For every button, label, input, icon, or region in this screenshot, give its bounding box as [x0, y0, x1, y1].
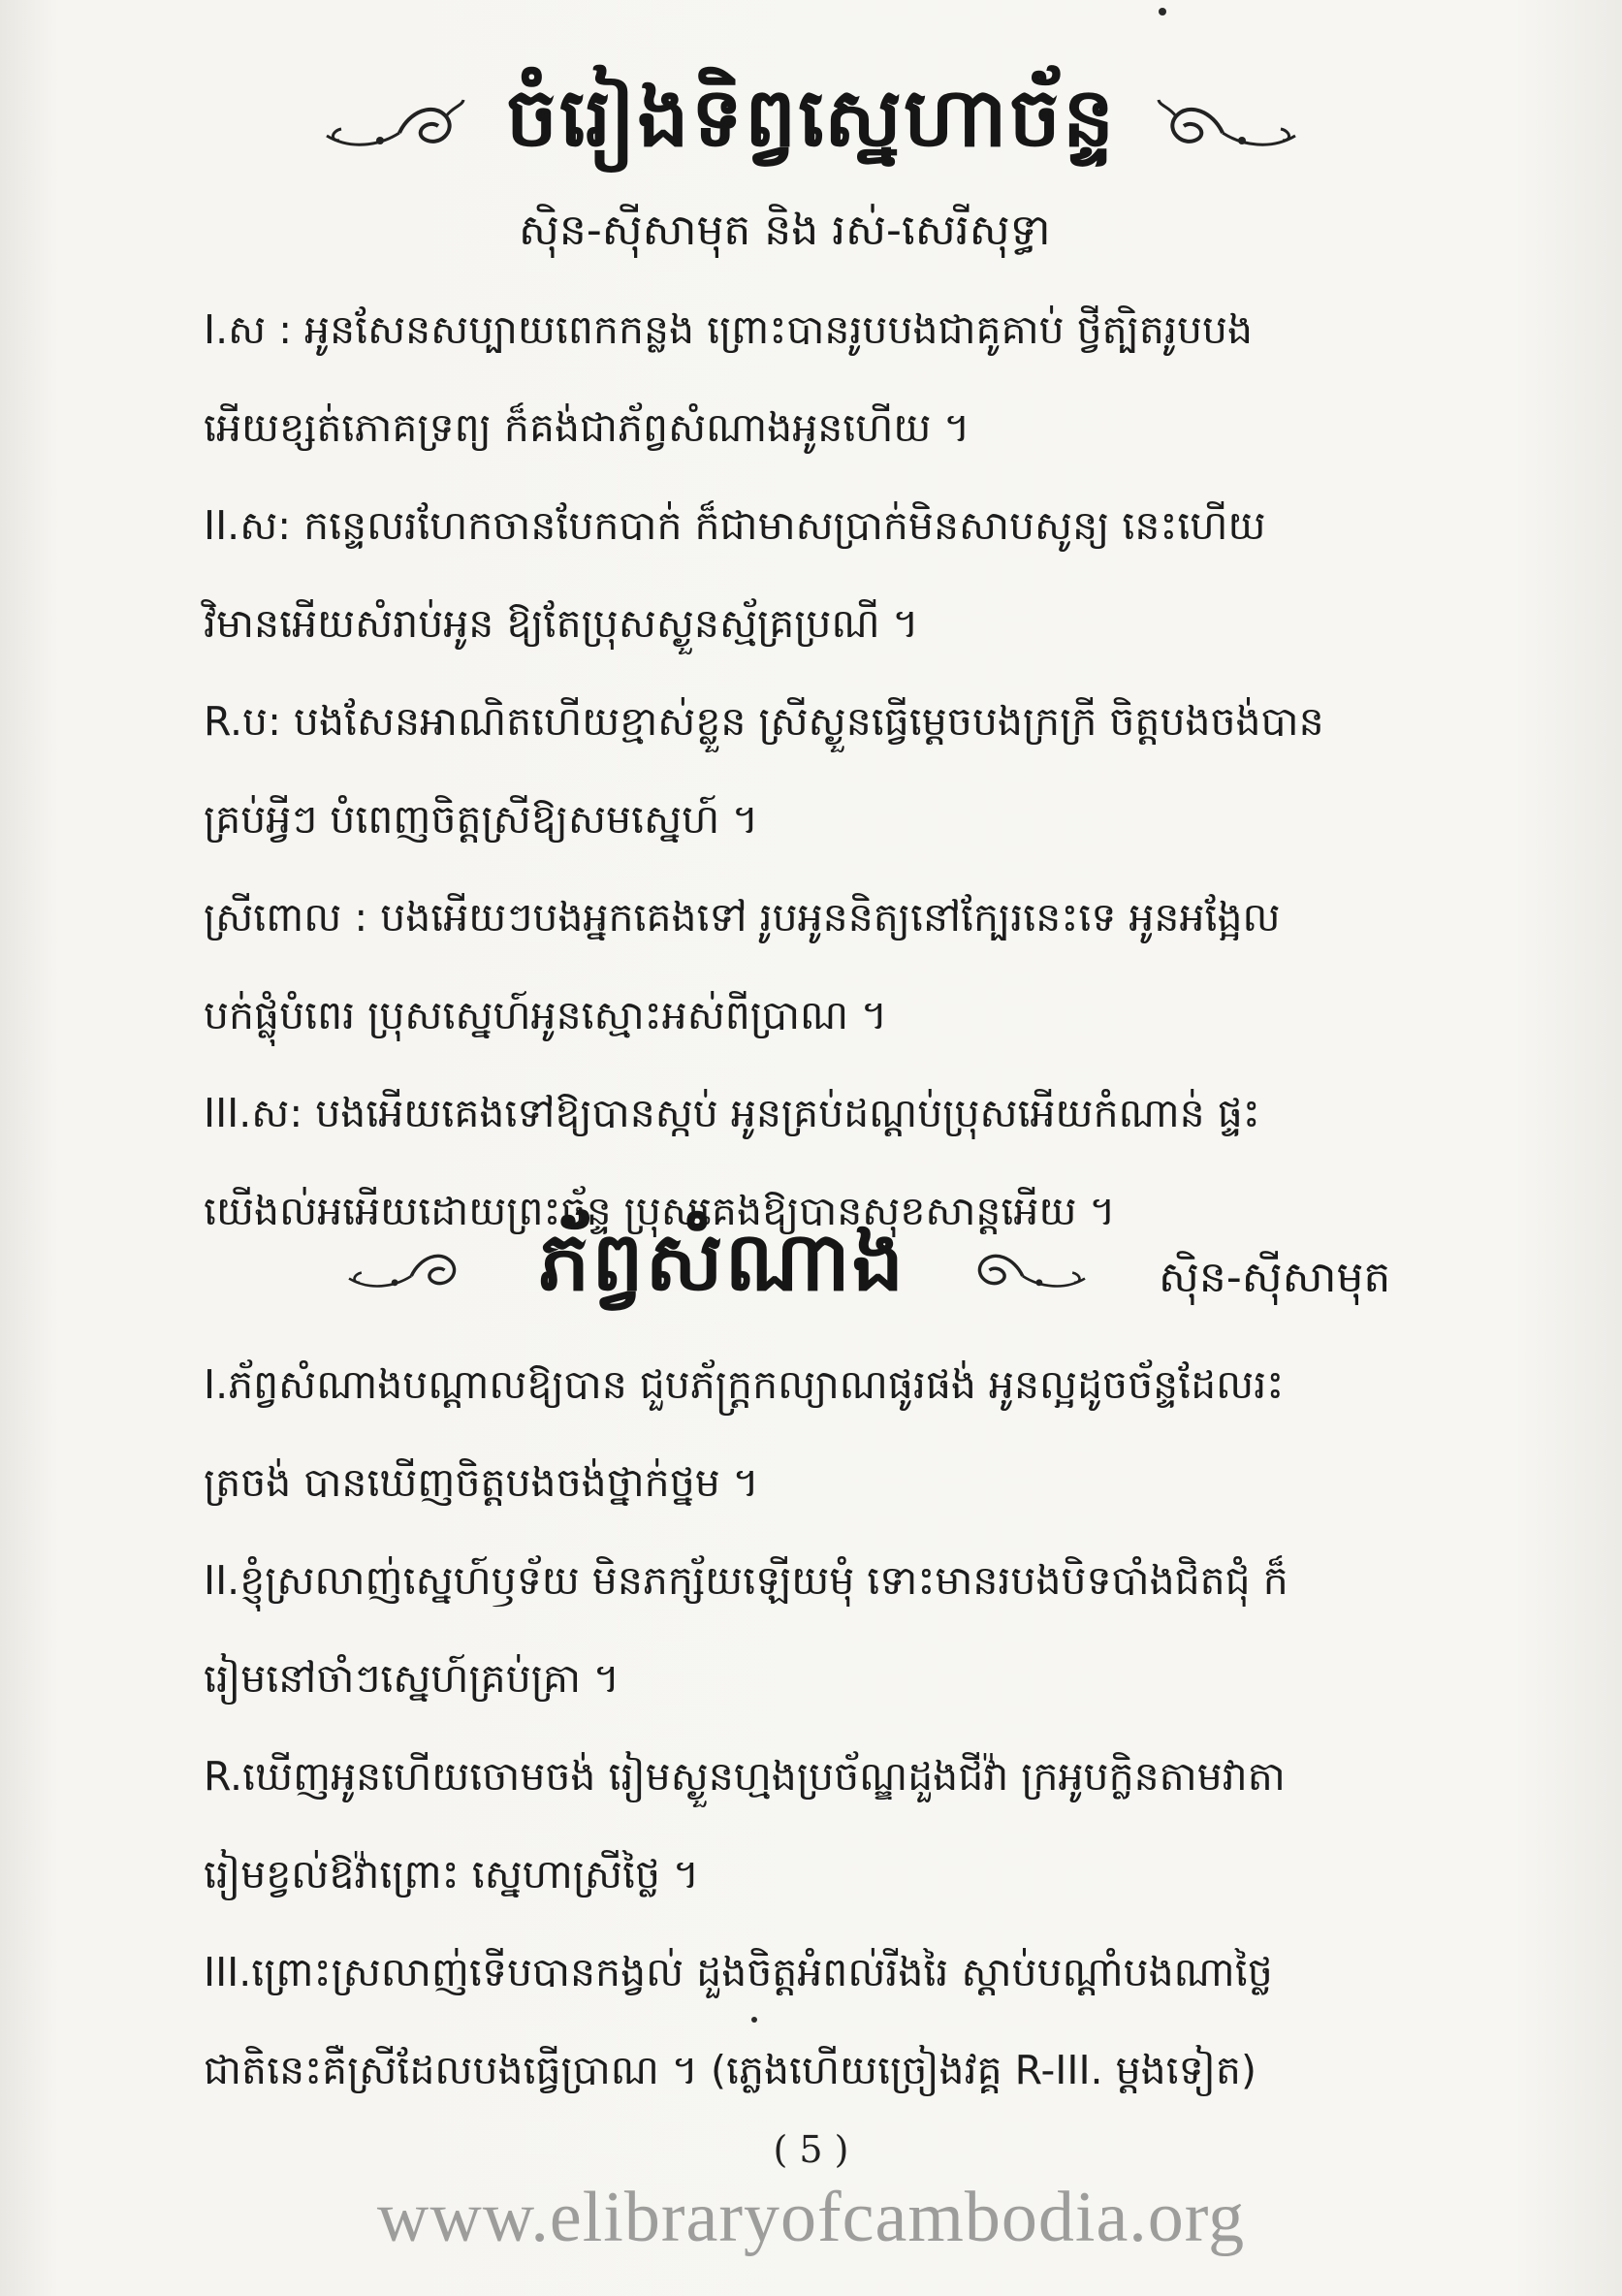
lyric-line: II.ខ្ញុំស្រលាញ់ស្នេហ៍ឫទ័យ មិនភក្ស័យឡើយមុំ ទោះមានរបងបិទបាំងជិតជុំ ក៏	[204, 1557, 1288, 1604]
section2-title: ភ័ព្វសំណាង	[538, 1212, 906, 1309]
right-flourish-ornament	[1155, 92, 1300, 160]
lyric-line: III.ស: បងអើយគេងទៅឱ្យបានស្កប់ អូនគ្រប់ដណ្ដប់ប្រុសអើយកំណាន់ ផ្ទះ	[204, 1090, 1260, 1136]
section2-author: ស៊ិន-ស៊ីសាមុត	[1159, 1253, 1391, 1302]
lyric-line: ត្រចង់ បានឃើញចិត្តបងចង់ថ្នាក់ថ្នម ។	[204, 1459, 759, 1506]
lyric-line: អើយខ្សត់ភោគទ្រព្យ ក៏គង់ជាភ័ព្វសំណាងអូនហើយ ។	[204, 404, 970, 451]
section1-title: ចំរៀងទិព្វស្នេហាច័ន្ទ	[505, 68, 1117, 165]
lyric-line: II.ស: កន្ទេលរហែកចានបែកបាក់ ក៏ជាមាសប្រាក់មិនសាបសូន្យ នេះហើយ	[204, 502, 1266, 549]
lyric-line: I.ស : អូនសែនសប្បាយពេកកន្លង ព្រោះបានរូបបងជាគូគាប់ ថ្វីត្បិតរូបបង	[204, 306, 1254, 353]
right-flourish-ornament	[964, 1241, 1090, 1299]
lyric-line: រៀមខ្វល់ឱវ៉ាព្រោះ ស្នេហាស្រីថ្លៃ ។	[204, 1851, 700, 1897]
page-number: ( 5 )	[773, 2128, 849, 2171]
section1-title-row	[0, 68, 1622, 184]
lyric-line: យើងល់អអើយដោយព្រះច័ន្ទ ប្រុសគេងឱ្យបានសុខសាន្តអើយ ។	[204, 1188, 1116, 1234]
lyric-line: R.ឃើញអូនហើយចោមចង់ រៀមស្ងួនហ្មងប្រច័ណ្ឌដួងជីវ៉ា ក្រអូបក្លិនតាមវាតា	[204, 1753, 1286, 1800]
scan-speck	[1159, 8, 1166, 16]
lyric-line: R.ប: បងសែនអាណិតហើយខ្មាស់ខ្លួន ស្រីស្ងួនធ្វើម្ដេចបងក្រក្រី ចិត្តបងចង់បាន	[204, 698, 1324, 745]
lyric-line: គ្រប់អ្វីៗ បំពេញចិត្តស្រីឱ្យសមស្នេហ៍ ។	[204, 796, 759, 843]
lyric-line: វិមានអើយសំរាប់អូន ឱ្យតែប្រុសស្ងួនស្ម័គ្រប្រណី ។	[204, 600, 919, 647]
lyric-line: III.ព្រោះស្រលាញ់ទើបបានកង្វល់ ដួងចិត្តអំពល់រីងរៃ ស្ដាប់បណ្ដាំបងណាថ្លៃ	[204, 1949, 1273, 1995]
section1-lyrics	[204, 281, 1483, 1260]
lyric-line: បក់ផ្លុំបំពេរ ប្រុសស្នេហ៍អូនស្មោះអស់ពីប្រាណ ។	[204, 992, 888, 1038]
lyric-line: ស្រីពោល : បងអើយៗបងអ្នកគេងទៅ រូបអូននិត្យនៅក្បែរនេះទេ អូនអង្អែល	[204, 894, 1281, 941]
left-flourish-ornament	[322, 92, 467, 160]
section2-lyrics	[204, 1336, 1483, 2120]
watermark-url: www.elibraryofcambodia.org	[376, 2178, 1246, 2257]
lyric-line: រៀមនៅចាំៗស្នេហ៍គ្រប់គ្រា ។	[204, 1655, 620, 1702]
lyric-line: ជាតិនេះគឺស្រីដែលបងធ្វើប្រាណ ។ (ភ្លេងហើយច្រៀងវគ្គ R-III. ម្ដងទៀត)	[204, 2047, 1256, 2093]
scan-speck	[751, 2017, 757, 2023]
left-flourish-ornament	[344, 1241, 470, 1299]
section1-author: ស៊ិន-ស៊ីសាមុត និង រស់-សេរីសុទ្ធា	[519, 206, 1051, 255]
lyric-line: I.ភ័ព្វសំណាងបណ្ដាលឱ្យបាន ជួបភ័ក្ត្រកល្យាណផូរផង់ អូនល្អដូចច័ន្ទដែលរះ	[204, 1361, 1285, 1408]
